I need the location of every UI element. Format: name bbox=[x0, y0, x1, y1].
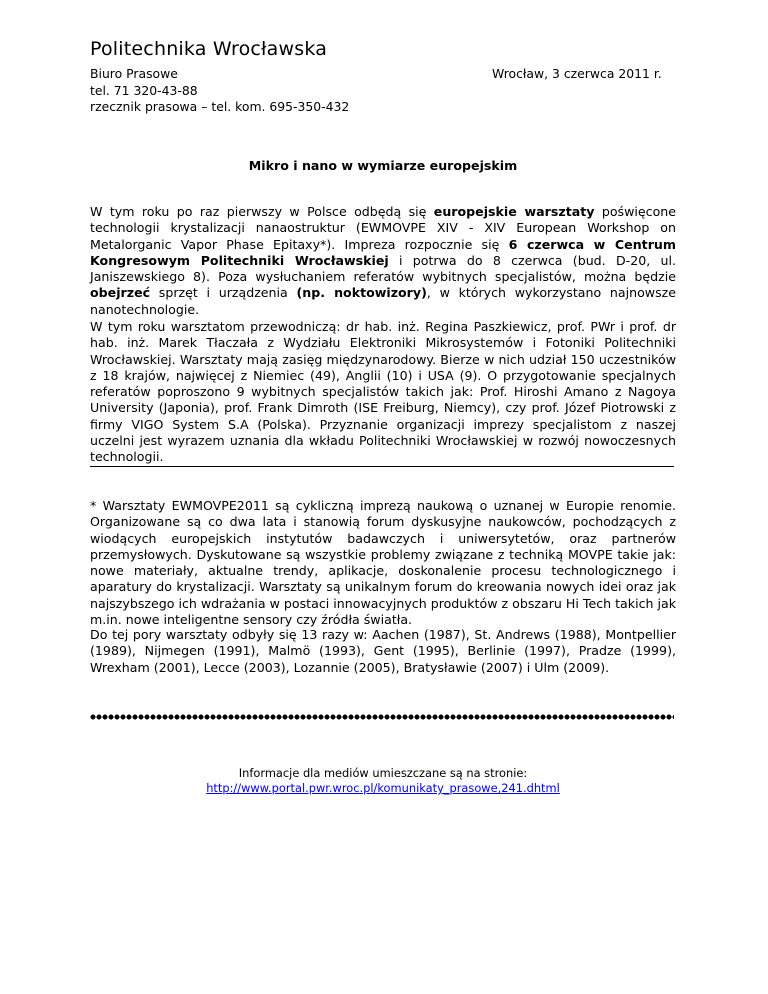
article-paragraph-1 bbox=[90, 204, 676, 318]
section-divider bbox=[90, 466, 674, 467]
footer-info-text: Informacje dla mediów umieszczane są na stronie: bbox=[238, 766, 528, 780]
p1-bold-1: europejskie warsztaty bbox=[433, 204, 595, 219]
p1-text-2: poświęcone technologii krystalizacji nanaostruktur (EWMOVPE XIV - XIV European Workshop on Metalorganic Vapor Phase Epitaxy*). Impreza rozpocznie się bbox=[90, 204, 676, 252]
contact-block bbox=[90, 66, 349, 116]
footnote-paragraph: * Warsztaty EWMOVPE2011 są cykliczną imprezą naukową o uznanej w Europie renomie. Organizowane są co dwa lata i stanowią forum dyskusyjne naukowców, pochodzących z wiodących europejskich instytutów badawczych i uniwersytetów, oraz partnerów przemysłowych. Dyskutowane są wszystkie problemy związane z techniką MOVPE takie jak: nowe materiały, aktualne trendy, aplikacje, doskonalenie procesu technologicznego i aparatury do krystalizacji. Warsztaty są unikalnym forum do kreowania nowych idei oraz jak najszybszego ich wdrażania w postaci innowacyjnych produktów z obszaru Hi Tech takich jak m.in. nowe inteligentne sensory czy źródła światła. bbox=[90, 498, 676, 628]
article-title: Mikro i nano w wymiarze europejskim bbox=[248, 158, 518, 173]
press-releases-link[interactable]: http://www.portal.pwr.wroc.pl/komunikaty_prasowe,241.dhtml bbox=[206, 781, 560, 795]
p1-bold-4: (np. noktowizory) bbox=[296, 285, 427, 301]
spokesperson-phone: rzecznik prasowa – tel. kom. 695-350-432 bbox=[90, 99, 350, 114]
p1-bold-2: 6 czerwca w Centrum Kongresowym Politechniki Wrocławskiej bbox=[90, 236, 676, 268]
office-phone: tel. 71 320-43-88 bbox=[90, 82, 198, 98]
organization-name: Politechnika Wrocławska bbox=[90, 38, 328, 60]
place-and-date: Wrocław, 3 czerwca 2011 r. bbox=[492, 66, 662, 81]
office-name: Biuro Prasowe bbox=[90, 66, 178, 81]
history-paragraph: Do tej pory warsztaty odbyły się 13 razy w: Aachen (1987), St. Andrews (1988), Montpellier (1989), Nijmegen (1991), Malmö (1993), Gent (1995), Berlinie (1997), Pradze (1999), Wrexham (2001), Lecce (2003), Lozannie (2005), Bratysławie (2007) i Ulm (2009). bbox=[90, 627, 676, 675]
p1-text-4: sprzęt i urządzenia bbox=[150, 285, 297, 301]
p1-text-3: i potrwa do 8 czerwca (bud. D-20, ul. Janiszewskiego 8). Poza wysłuchaniem referatów wybitnych specjalistów, można będzie bbox=[90, 252, 676, 285]
p1-bold-3: obejrzeć bbox=[90, 285, 151, 301]
p1-text-1: W tym roku po raz pierwszy w Polsce odbędą się bbox=[90, 204, 434, 219]
dotted-divider bbox=[90, 714, 674, 720]
p1-text-5: , w których wykorzystano najnowsze nanotechnologie. bbox=[90, 285, 676, 317]
footer bbox=[90, 766, 676, 796]
article-paragraph-2: W tym roku warsztatom przewodniczą: dr hab. inż. Regina Paszkiewicz, prof. PWr i prof. dr hab. inż. Marek Tłaczała z Wydziału Elektroniki Mikrosystemów i Fotoniki Politechniki Wrocławskiej. Warsztaty mają zasięg międzynarodowy. Bierze w nich udział 150 uczestników z 18 krajów, najwięcej z Niemiec (49), Anglii (10) i USA (9). O przygotowanie specjalnych referatów poproszono 9 wybitnych specjalistów takich jak: Prof. Hiroshi Amano z Nagoya University (Japonia), prof. Frank Dimroth (ISE Freiburg, Niemcy), czy prof. Józef Piotrowski z firmy VIGO System S.A (Polska). Przyznanie organizacji imprezy specjalistom z naszej uczelni jest wyrazem uznania dla wkładu Politechniki Wrocławskiej w rozwój nowoczesnych technologii. bbox=[90, 319, 676, 465]
